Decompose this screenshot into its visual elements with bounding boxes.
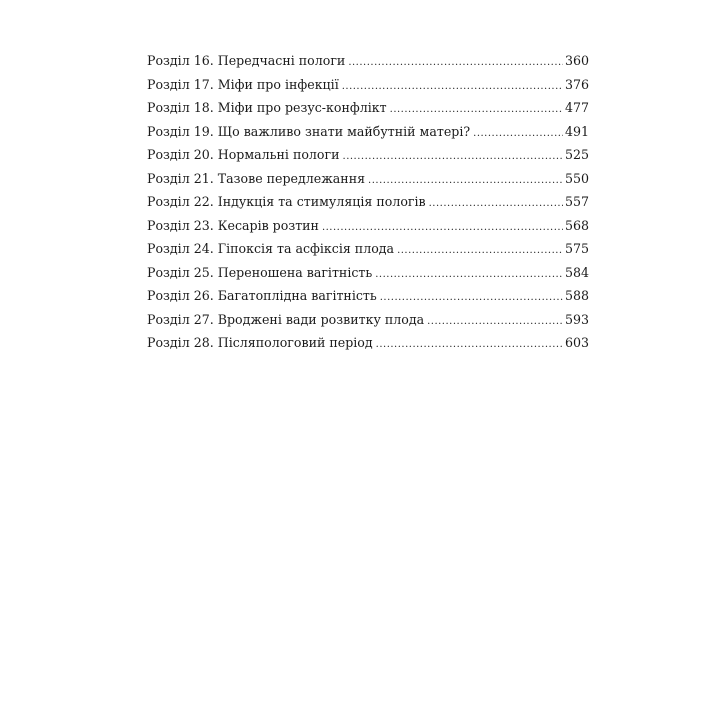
- toc-entry-title: Розділ 18. Міфи про резус-конфлікт: [147, 100, 387, 115]
- toc-entry-title: Розділ 26. Багатоплідна вагітність: [147, 288, 377, 303]
- toc-dot-leader: [322, 216, 563, 240]
- toc-entry-page: 477: [564, 100, 589, 115]
- toc-entry-page: 550: [564, 170, 589, 186]
- toc-entry-page: 376: [564, 76, 589, 92]
- toc-entry-page: 568: [564, 217, 589, 233]
- toc-dot-leader: [390, 98, 563, 122]
- toc-dot-leader: [343, 145, 563, 169]
- toc-dot-leader: [473, 122, 563, 146]
- toc-dot-leader: [368, 169, 563, 193]
- toc-dot-leader: [376, 333, 563, 357]
- toc-entry-title: Розділ 16. Передчасні пологи: [147, 53, 346, 68]
- toc-entry-page: 557: [564, 194, 589, 209]
- toc-entry-title: Розділ 28. Післяпологовий період: [147, 335, 373, 350]
- toc-dot-leader: [397, 239, 563, 263]
- toc-dot-leader: [375, 263, 563, 287]
- toc-entry: [147, 120, 589, 144]
- toc-dot-leader: [427, 310, 563, 334]
- toc-entry: [147, 190, 589, 214]
- toc-entry-title: Розділ 21. Тазове передлежання: [147, 170, 366, 186]
- toc-entry-page: 575: [564, 241, 589, 256]
- toc-entry: [147, 73, 589, 97]
- toc-entry: [147, 49, 589, 73]
- toc-entry-page: 588: [564, 288, 589, 303]
- toc-entry-title: Розділ 23. Кесарів розтин: [147, 217, 319, 233]
- toc-entry: [147, 308, 589, 332]
- toc-entry: [147, 214, 589, 238]
- toc-entry-page: 491: [564, 123, 589, 139]
- toc-dot-leader: [342, 75, 563, 99]
- toc-entry: [147, 261, 589, 285]
- toc-entry-title: Розділ 24. Гіпоксія та асфіксія плода: [147, 241, 395, 256]
- toc-entry-title: Розділ 22. Індукція та стимуляція пологів: [147, 194, 426, 209]
- toc-entry: [147, 96, 589, 120]
- toc-dot-leader: [429, 192, 563, 216]
- toc-entry-page: 584: [564, 264, 589, 280]
- toc-entry-title: Розділ 17. Міфи про інфекції: [147, 76, 339, 92]
- toc-entry: [147, 284, 589, 308]
- toc-entry: [147, 237, 589, 261]
- toc-entry-page: 360: [564, 53, 589, 68]
- toc-entry-title: Розділ 19. Що важливо знати майбутній матері?: [147, 123, 471, 139]
- toc-entry-page: 593: [564, 311, 589, 327]
- toc-entry: [147, 331, 589, 355]
- toc-dot-leader: [348, 51, 563, 75]
- table-of-contents: [147, 49, 589, 355]
- toc-entry-title: Розділ 25. Переношена вагітність: [147, 264, 373, 280]
- toc-dot-leader: [380, 286, 563, 310]
- toc-entry: [147, 167, 589, 191]
- toc-entry-page: 603: [564, 335, 589, 350]
- toc-entry-title: Розділ 27. Вроджені вади розвитку плода: [147, 311, 425, 327]
- toc-entry-page: 525: [564, 147, 589, 162]
- toc-entry: [147, 143, 589, 167]
- toc-entry-title: Розділ 20. Нормальні пологи: [147, 147, 340, 162]
